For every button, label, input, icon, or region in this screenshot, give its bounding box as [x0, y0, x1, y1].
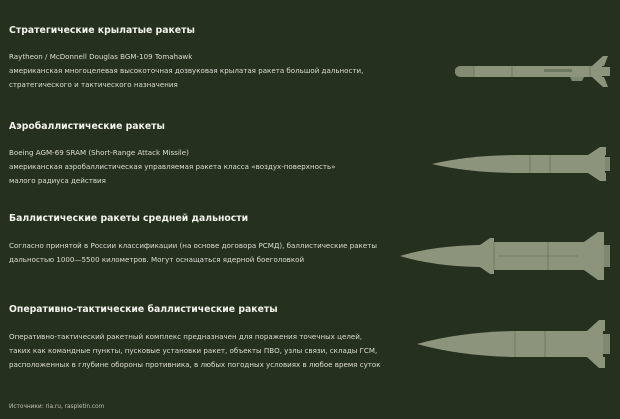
- section-text-aeroballistic: [9, 146, 336, 188]
- text-line: малого радиуса действия: [9, 176, 106, 185]
- section-text-irbm: [9, 239, 377, 267]
- tactical-missile-icon: [415, 318, 615, 370]
- sram-missile-icon: [430, 146, 614, 182]
- text-line: стратегического и тактического назначения: [9, 80, 178, 89]
- text-line: расположенных в глубине обороны противника, в любых погодных условиях в любое время суток: [9, 360, 381, 369]
- section-title-aeroballistic: Аэробаллистические ракеты: [9, 121, 165, 132]
- text-line: Согласно принятой в России классификации (на основе договора РСМД), баллистические ракеты: [9, 241, 377, 250]
- text-line: Оперативно-тактический ракетный комплекс предназначен для поражения точечных целей,: [9, 332, 363, 341]
- sources-note: Источники: ria.ru, raspletin.com: [9, 404, 105, 410]
- tomahawk-missile-icon: [452, 54, 614, 88]
- section-title-irbm: Баллистические ракеты средней дальности: [9, 213, 249, 224]
- section-title-tactical: Оперативно-тактические баллистические ракеты: [9, 304, 278, 315]
- section-title-cruise: Стратегические крылатые ракеты: [9, 25, 195, 36]
- irbm-missile-icon: [398, 230, 614, 282]
- text-line: дальностью 1000—5500 километров. Могут оснащаться ядерной боеголовкой: [9, 255, 305, 264]
- text-line: Boeing AGM-69 SRAM (Short-Range Attack Missile): [9, 148, 189, 157]
- section-text-cruise: [9, 50, 363, 92]
- text-line: американская многоцелевая высокоточная дозвуковая крылатая ракета большой дальности,: [9, 66, 364, 75]
- section-text-tactical: [9, 330, 381, 372]
- text-line: таких как командные пункты, пусковые установки ракет, объекты ПВО, узлы связи, склады ГСМ,: [9, 346, 378, 355]
- text-line: американская аэробаллистическая управляемая ракета класса «воздух-поверхность»: [9, 162, 336, 171]
- text-line: Raytheon / McDonnell Douglas BGM-109 Tomahawk: [9, 52, 193, 61]
